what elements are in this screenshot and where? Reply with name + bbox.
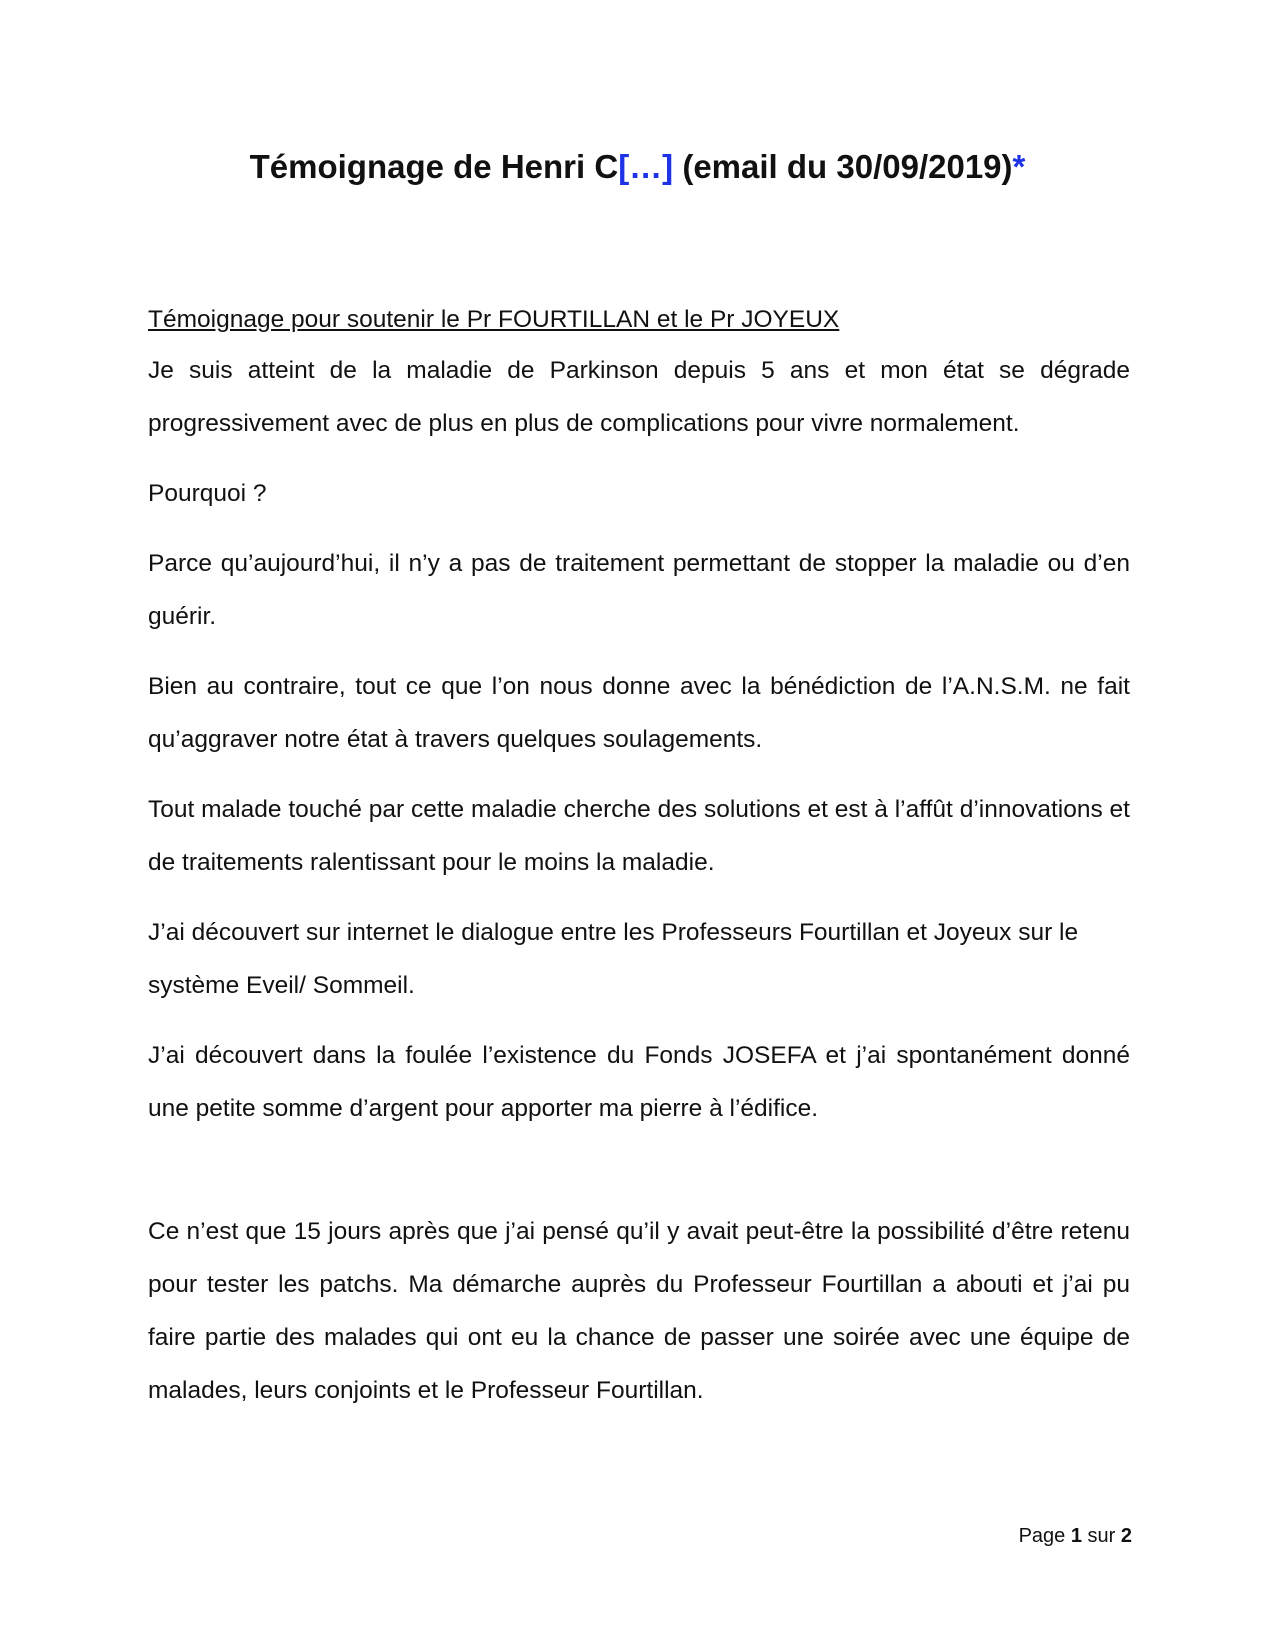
paragraph-seeking-solutions: Tout malade touché par cette maladie cherche des solutions et est à l’affût d’innovations et de traitements ralentissant pour le moins la maladie. <box>148 796 1130 876</box>
page-sur-label: sur <box>1081 1525 1121 1547</box>
paragraph-diagnosis: Je suis atteint de la maladie de Parkinson depuis 5 ans et mon état se dégrade progressivement avec de plus en plus de complications pour vivre normalement. <box>148 357 1130 437</box>
page-label: Page <box>1018 1525 1071 1547</box>
paragraph-no-treatment: Parce qu’aujourd’hui, il n’y a pas de traitement permettant de stopper la maladie ou d’en guérir. <box>148 550 1130 630</box>
document-body <box>148 300 1130 1434</box>
paragraph-ansm: Bien au contraire, tout ce que l’on nous donne avec la bénédiction de l’A.N.S.M. ne fait qu’aggraver notre état à travers quelques soulagements. <box>148 673 1130 753</box>
page-number <box>1019 1522 1132 1550</box>
paragraph-patch-trial: Ce n’est que 15 jours après que j’ai pensé qu’il y avait peut-être la possibilité d’être retenu pour tester les patchs. Ma démarche auprès du Professeur Fourtillan a abouti et j’ai pu faire partie des malades qui ont eu la chance de passer une soirée avec une équipe de malades, leurs conjoints et le Professeur Fourtillan. <box>148 1218 1130 1404</box>
title-prefix: Témoignage de Henri C <box>249 148 619 185</box>
title-redaction: […] <box>618 148 674 185</box>
document-subtitle: Témoignage pour soutenir le Pr FOURTILLAN et le Pr JOYEUX <box>148 306 840 333</box>
page-current: 1 <box>1070 1525 1082 1547</box>
paragraph-spacer <box>148 1152 1130 1205</box>
title-suffix: (email du 30/09/2019) <box>673 148 1013 185</box>
document-title <box>0 145 1275 189</box>
paragraph-josefa-fund: J’ai découvert dans la foulée l’existence du Fonds JOSEFA et j’ai spontanément donné une petite somme d’argent pour apporter ma pierre à l’édifice. <box>148 1042 1130 1122</box>
page-total: 2 <box>1120 1525 1132 1547</box>
title-asterisk: * <box>1012 148 1026 185</box>
paragraph-discovery-dialogue: J’ai découvert sur internet le dialogue entre les Professeurs Fourtillan et Joyeux sur le système Eveil/ Sommeil. <box>148 919 1079 999</box>
paragraph-question: Pourquoi ? <box>148 480 267 507</box>
